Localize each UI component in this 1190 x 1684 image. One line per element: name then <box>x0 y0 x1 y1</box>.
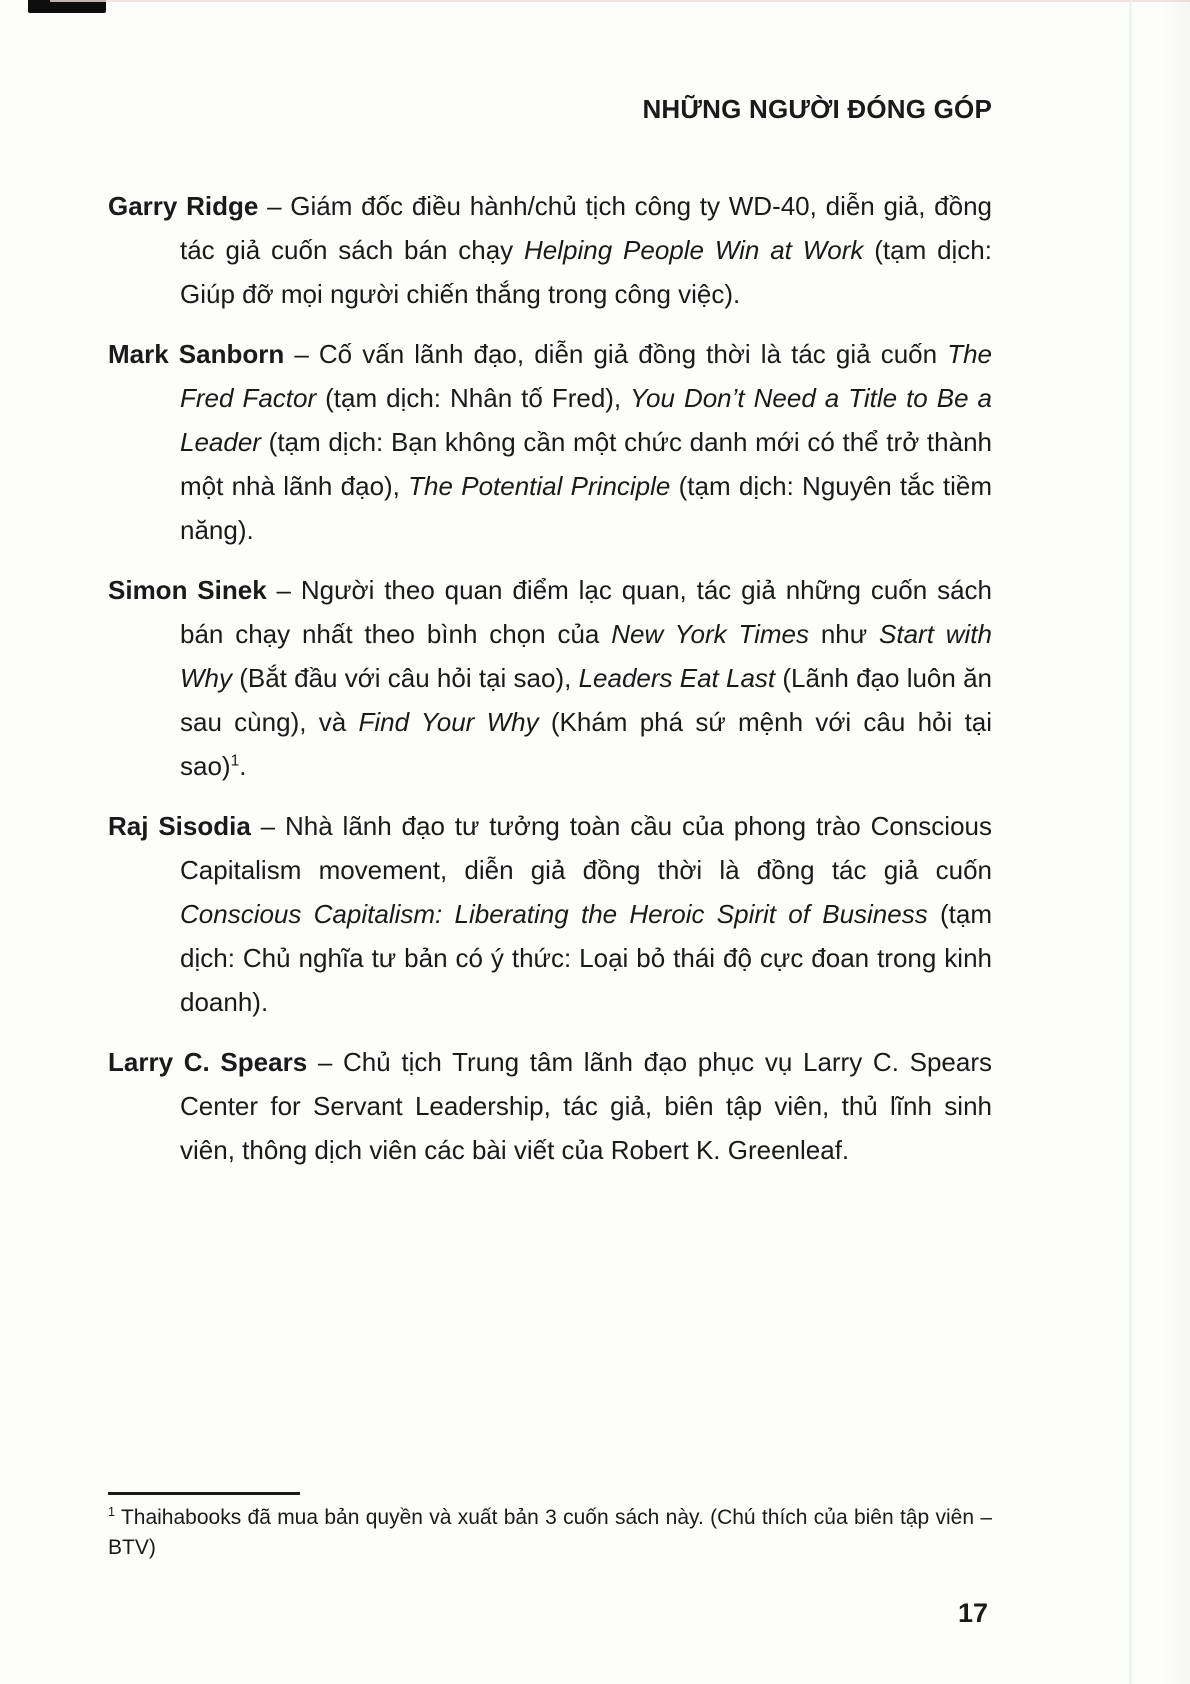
contributor-entry-simon-sinek: Simon Sinek – Người theo quan điểm lạc quan, tác giả những cuốn sách bán chạy nhất theo bình chọn của New York Times như Start with Why (Bắt đầu với câu hỏi tại sao), Leaders Eat Last (Lãnh đạo luôn ăn sau cùng), và Find Your Why (Khám phá sứ mệnh với câu hỏi tại sao)$^1$. <box>108 575 993 781</box>
contributor-entry-raj-sisodia: Raj Sisodia – Nhà lãnh đạo tư tưởng toàn cầu của phong trào Conscious Capitalism movement, diễn giả đồng thời là đồng tác giả cuốn Conscious Capitalism: Liberating the Heroic Spirit of Business (tạm dịch: Chủ nghĩa tư bản có ý thức: Loại bỏ thái độ cực đoan trong kinh doanh). <box>108 811 992 1017</box>
running-header: NHỮNG NGƯỜI ĐÓNG GÓP <box>642 94 992 124</box>
page-number: 17 <box>958 1598 989 1628</box>
scan-top-edge-line <box>50 0 1190 2</box>
footnote <box>108 1492 992 1563</box>
contributors-list <box>108 184 992 1188</box>
contributor-entry-mark-sanborn: Mark Sanborn – Cố vấn lãnh đạo, diễn giả đồng thời là tác giả cuốn The Fred Factor (tạm dịch: Nhân tố Fred), You Don’t Need a Title to Be a Leader (tạm dịch: Bạn không cần một chức danh mới có thể trở thành một nhà lãnh đạo), The Potential Principle (tạm dịch: Nguyên tắc tiềm năng). <box>108 339 992 545</box>
contributor-entry-larry-spears: Larry C. Spears – Chủ tịch Trung tâm lãnh đạo phục vụ Larry C. Spears Center for Servant Leadership, tác giả, biên tập viên, thủ lĩnh sinh viên, thông dịch viên các bài viết của Robert K. Greenleaf. <box>108 1047 992 1165</box>
contributor-entry-garry-ridge: Garry Ridge – Giám đốc điều hành/chủ tịch công ty WD-40, diễn giả, đồng tác giả cuốn sách bán chạy Helping People Win at Work (tạm dịch: Giúp đỡ mọi người chiến thắng trong công việc). <box>108 191 993 309</box>
scan-right-edge-shade <box>1164 0 1190 1684</box>
footnote-rule <box>108 1492 300 1495</box>
scan-vertical-line <box>1129 0 1132 1684</box>
footnote-text: $^1$ Thaihabooks đã mua bản quyền và xuất bản 3 cuốn sách này. (Chú thích của biên tập viên – BTV) <box>108 1505 992 1559</box>
